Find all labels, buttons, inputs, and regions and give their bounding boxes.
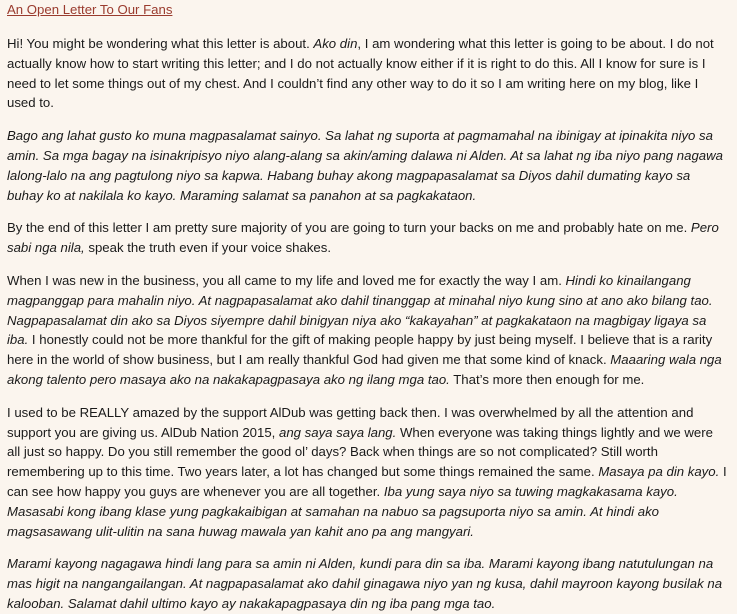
- text-segment-italic: Masaya pa din kayo.: [598, 464, 720, 480]
- text-segment: speak the truth even if your voice shakes.: [84, 240, 332, 256]
- text-segment: Hi! You might be wondering what this letter is about.: [7, 36, 314, 51]
- text-segment: That’s more then enough for me.: [449, 371, 645, 387]
- paragraph-2: [7, 126, 729, 205]
- post-body: [7, 34, 729, 614]
- text-segment-italic: Pero sabi nga nila,: [7, 220, 719, 256]
- text-segment: When everyone was taking things lightly and we were all just so happy. Do you still remember the good ol’ days? Back when things are so not complicated? Still worth remembering up to this time. Two years later, a lot has changed but some things remained the same.: [7, 424, 713, 480]
- text-segment: I honestly could not be more thankful for the gift of making people happy by just being myself. I believe that is a rarity here in the world of show business, but I am really thankful God had given me that some kind of knack.: [7, 332, 713, 368]
- text-segment-italic: Bago ang lahat gusto ko muna magpasalamat sainyo. Sa lahat ng suporta at pagmamahal na ibinigay at ipinakita niyo sa amin. Sa mga bagay na isinakripisyo niyo alang-alang sa akin/aming dalawa ni Alden. At sa lahat ng iba niyo pang nagawa lalong-lalo na ang pagtulong niyo sa kapwa. Habang buhay akong magpapasalamat sa Diyos dahil dumating kayo sa buhay ko at nakilala ko kayo. Maraming salamat sa panahon at sa pagkakataon.: [7, 128, 723, 203]
- text-segment: I can see how happy you guys are whenever you are all together.: [7, 464, 727, 499]
- text-segment-italic: Ako din: [313, 36, 358, 51]
- text-segment: When I was new in the business, you all came to my life and loved me for exactly the way I am.: [7, 272, 566, 288]
- paragraph-3: [7, 218, 729, 258]
- paragraph-1: [7, 34, 729, 113]
- text-segment: By the end of this letter I am pretty sure majority of you are going to turn your backs on me and probably hate on me.: [7, 220, 691, 236]
- text-segment: I used to be REALLY amazed by the support AlDub was getting back then. I was overwhelmed by all the attention and support you are giving us. AlDub Nation 2015,: [7, 404, 694, 440]
- text-segment: , I am wondering what this letter is going to be about. I do not actually know how to start writing this letter; and I do not actually know either if it is right to do this. All I know for sure is I need to let some things out of my chest. And I couldn’t find any other way to do it so I am writing here on my blog, like I used to.: [7, 36, 714, 111]
- paragraph-5: [7, 403, 729, 542]
- text-segment-italic: Marami kayong nagagawa hindi lang para sa amin ni Alden, kundi para din sa iba. Marami kayong ibang natutulungan na mas higit na nangangailangan. At nagpapasalamat ako dahil ginagawa niyo yan ng kusa, dahil mayroon kayong busilak na kalooban. Salamat dahil ultimo kayo ay nakakapagpasaya din ng iba pang mga tao.: [7, 556, 723, 611]
- text-segment-italic: Maaaring wala nga akong talento pero masaya ako na nakakapagpasaya ako ng ilang mga tao.: [7, 352, 722, 387]
- paragraph-4: [7, 271, 729, 390]
- text-segment-italic: Hindi ko kinailangang magpanggap para mahalin niyo. At nagpapasalamat ako dahil tinanggap at minahal niyo kung sino at ano ako bilang tao. Nagpapasalamat din ako sa Diyos siyempre dahil binigyan niya ako “kakayahan” at pagkakataon na magbigay ligaya sa iba.: [7, 272, 713, 348]
- text-segment-italic: ang saya saya lang.: [278, 424, 397, 440]
- text-segment-italic: Iba yung saya niyo sa tuwing magkakasama kayo. Masasabi kong ibang klase yung pagkakaibigan at samahan na nabuo sa pagsuporta niyo sa amin. At hindi ako magsasawang ulit-ulitin na sana huwag mawala yan kahit ano pa ang mangyari.: [7, 483, 678, 539]
- blog-post: [0, 2, 737, 611]
- post-title-link[interactable]: An Open Letter To Our Fans: [7, 2, 173, 17]
- paragraph-6: [7, 554, 729, 613]
